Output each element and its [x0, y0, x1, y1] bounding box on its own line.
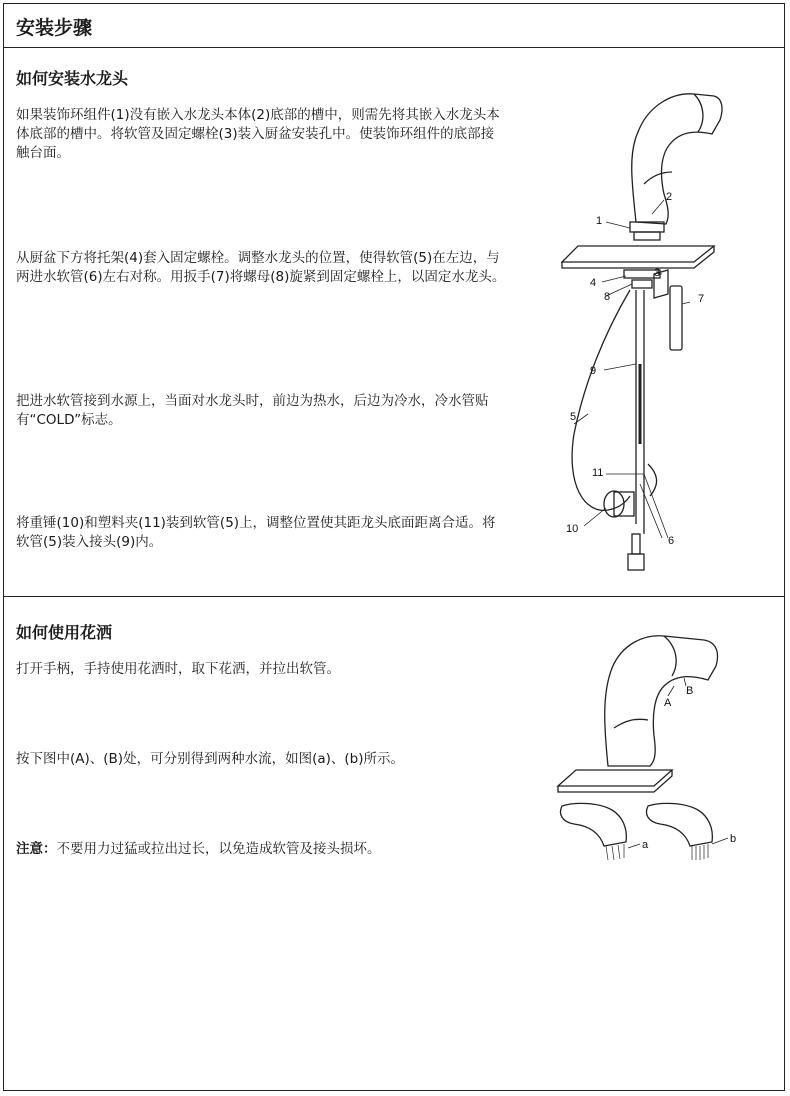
label-6: 6	[668, 535, 675, 547]
label-8: 8	[604, 291, 611, 303]
spray-head-a	[561, 803, 627, 846]
install-paragraph-3: 把进水软管接到水源上，当面对水龙头时，前边为热水，后边为冷水，冷水管贴有“COLD”标志。	[16, 393, 489, 428]
deck-plate	[562, 246, 714, 262]
install-paragraph-1: 如果装饰环组件(1)没有嵌入水龙头本体(2)底部的槽中，则需先将其嵌入水龙头本体底部的槽中。将软管及固定螺栓(3)装入厨盆安装孔中。使装饰环组件的底部接触台面。	[16, 107, 500, 161]
install-section-title: 如何安装水龙头	[16, 69, 129, 88]
spray-a-stream	[606, 844, 624, 860]
section-divider	[4, 596, 784, 597]
mounting-nut	[632, 280, 652, 288]
trim-ring-lower	[634, 232, 660, 240]
label-3: 3	[654, 267, 661, 279]
install-paragraph-2: 从厨盆下方将托架(4)套入固定螺栓。调整水龙头的位置，使得软管(5)在左边，与两进水软管(6)左右对称。用扳手(7)将螺母(8)旋紧到固定螺栓上，以固定水龙头。	[16, 250, 506, 285]
use-paragraph-2: 按下图中(A)、(B)处，可分别得到两种水流，如图(a)、(b)所示。	[16, 751, 404, 767]
label-b: b	[730, 833, 737, 845]
label-5: 5	[570, 411, 577, 423]
spray-b-stream	[692, 844, 708, 860]
install-paragraph-4: 将重锤(10)和塑料夹(11)装到软管(5)上，调整位置使其距龙头底面距离合适。将软管(5)装入接头(9)内。	[16, 515, 496, 550]
fitting-neck	[632, 534, 640, 554]
wrench	[670, 286, 682, 350]
faucet-shape	[605, 636, 718, 766]
label-1: 1	[596, 215, 603, 227]
deck-plate-edge	[562, 246, 714, 268]
use-paragraph-1: 打开手柄，手持使用花洒时，取下花洒，并拉出软管。	[16, 661, 340, 677]
page-header	[4, 4, 784, 48]
usage-diagram	[544, 616, 784, 866]
label-11: 11	[592, 467, 604, 479]
leader-a	[628, 844, 640, 848]
label-a: a	[642, 839, 649, 851]
page-title: 安装步骤	[16, 17, 93, 39]
leader-b	[712, 838, 728, 844]
spray-head-b	[647, 803, 713, 846]
use-section-title: 如何使用花洒	[16, 623, 113, 642]
label-2: 2	[666, 191, 673, 203]
label-10: 10	[566, 523, 579, 535]
handle-edge	[614, 719, 648, 728]
page-frame	[3, 3, 785, 1091]
label-B: B	[686, 685, 694, 697]
base-plate-edge	[558, 770, 672, 792]
spray-head-edge	[664, 636, 676, 676]
label-9: 9	[590, 365, 597, 377]
label-A: A	[664, 697, 672, 709]
note-text: 不要用力过猛或拉出过长，以免造成软管及接头损坏。	[56, 841, 381, 857]
clip-11	[648, 464, 657, 496]
label-4: 4	[590, 277, 597, 289]
install-diagram	[544, 64, 784, 589]
faucet-body-shape	[632, 94, 722, 224]
handle-line	[644, 172, 672, 184]
base-plate	[558, 770, 672, 786]
note-label: 注意：	[16, 841, 57, 857]
spray-head-line	[694, 94, 703, 132]
hex-fitting	[628, 554, 644, 570]
use-note	[16, 840, 506, 859]
label-7: 7	[698, 293, 705, 305]
